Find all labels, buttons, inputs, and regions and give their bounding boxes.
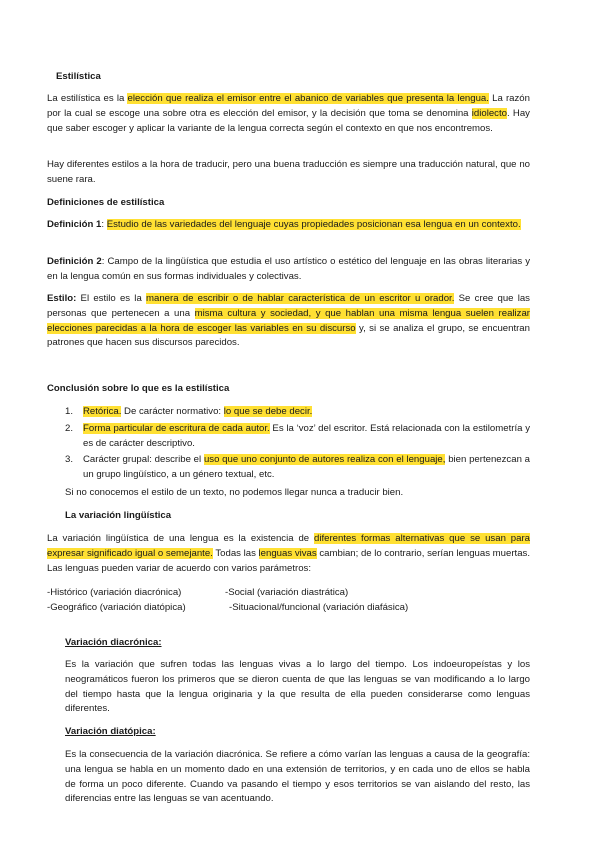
- parameter-social: -Social (variación diastrática): [225, 587, 349, 598]
- conclusion-item-highlight: Forma particular de escritura de cada autor.: [83, 422, 270, 434]
- diatopica-heading: Variación diatópica:: [65, 726, 156, 737]
- intro-highlight: elección que realiza el emisor entre el abanico de variables que presenta la lengua.: [127, 93, 489, 104]
- parameter-historico: -Histórico (variación diacrónica): [47, 587, 182, 598]
- diacronica-paragraph: Es la variación que sufren todas las lenguas vivas a lo largo del tiempo. Los indoeuropeístas y los neogramáticos fueron los primeros que se dieron cuenta de que las lenguas se van modificando a lo largo del tiempo hasta que la lengua originaria y la que resulta de ella pueden considerarse como lenguas diferentes.: [65, 659, 530, 715]
- diacronica-heading: Variación diacrónica:: [65, 637, 162, 648]
- conclusion-item-highlight-2: uso que uno conjunto de autores realiza con el lenguaje,: [203, 454, 446, 466]
- definition-1: [47, 218, 530, 233]
- conclusion-item-text: De carácter normativo:: [121, 406, 224, 417]
- idiolecto-highlight: idiolecto: [471, 107, 507, 119]
- conclusion-item-highlight: Retórica.: [83, 406, 122, 417]
- conclusion-item: [47, 453, 530, 483]
- conclusion-item-number: 2.: [65, 422, 74, 434]
- definitions-heading: Definiciones de estilística: [47, 197, 165, 208]
- conclusion-item: [47, 405, 530, 420]
- parameter-situacional: -Situacional/funcional (variación diafásica): [229, 602, 409, 613]
- parameter-row: [47, 601, 547, 616]
- parameter-geografico: -Geográfico (variación diatópica): [47, 602, 186, 613]
- intro-text-end: . Hay que saber escoger y aplicar la variante de la lengua correcta según el contexto en que nos encontremos.: [47, 107, 530, 134]
- parameters-list: [47, 586, 547, 616]
- conclusion-item-text: Carácter grupal: describe el: [83, 454, 204, 466]
- conclusion-item: [47, 422, 530, 452]
- estilo-text-2: Se cree que las personas que pertenecen a una: [47, 293, 530, 319]
- estilo-label: Estilo:: [47, 293, 77, 304]
- conclusion-item-text-2: bien pertenezcan a un grupo lingüístico, a un género textual, etc.: [83, 454, 531, 481]
- definition-1-colon: :: [101, 219, 107, 230]
- definition-1-label: Definición 1: [47, 219, 102, 230]
- conclusion-list-container: [47, 405, 530, 485]
- variation-text-1: La variación lingüística de una lengua es la existencia de: [47, 533, 315, 544]
- page-title: Estilística: [56, 71, 101, 82]
- conclusion-list: [47, 405, 530, 483]
- estilo-highlight-1: manera de escribir o de hablar característica de un escritor u orador.: [146, 293, 455, 304]
- intro-text: La estilística es la: [47, 93, 128, 104]
- no-style-note: Si no conocemos el estilo de un texto, no podemos llegar nunca a traducir bien.: [65, 487, 404, 498]
- estilo-highlight-2: misma cultura y sociedad, y que hablan una misma lengua suelen realizar elecciones parecidas a la hora de escoger las variables en su discurso: [47, 307, 530, 334]
- variation-text-3: cambian; de lo contrario, serían lenguas muertas. Las lenguas pueden variar de acuerdo con varios parámetros:: [47, 547, 530, 574]
- variation-highlight-1: diferentes formas alternativas que se usan para expresar significado igual o semejante.: [47, 533, 530, 559]
- lenguas-vivas-highlight: lenguas vivas: [258, 547, 317, 559]
- conclusion-item-number: 1.: [65, 406, 74, 417]
- intro-paragraph: [47, 92, 530, 136]
- styles-paragraph: Hay diferentes estilos a la hora de traducir, pero una buena traducción es siempre una traducción natural, que no suene rara.: [47, 159, 530, 185]
- definition-2-text: : Campo de la lingüística que estudia el uso artístico o estético del lenguaje en las obras literarias y en la lengua común en sus formas individuales y colectivas.: [47, 256, 531, 282]
- estilo-text-3: y, si se analiza el grupo, se encuentran patrones que hacen sus discursos parecidos.: [47, 322, 530, 349]
- conclusion-heading: Conclusión sobre lo que es la estilística: [47, 383, 230, 394]
- definition-1-highlight: Estudio de las variedades del lenguaje cuyas propiedades posicionan esa lengua en un contexto.: [106, 219, 521, 230]
- variation-paragraph: [47, 532, 530, 576]
- definition-2-label: Definición 2: [47, 256, 102, 267]
- estilo-text-1: El estilo es la: [76, 293, 147, 304]
- definition-2: [47, 255, 530, 285]
- conclusion-item-text: Es la ‘voz’ del escritor. Está relacionada con la estilometría y es de carácter descriptivo.: [83, 422, 530, 449]
- intro-text-mid: La razón por la cual se escoge una sobre otra es elección del emisor, y la decisión que toma se denomina: [47, 93, 530, 119]
- variation-text-2: Todas las: [212, 547, 259, 559]
- diatopica-paragraph: Es la consecuencia de la variación diacrónica. Se refiere a cómo varían las lenguas a causa de la geografía: una lengua se habla en un momento dado en una extensión de territorios, y en cada uno de ellos se habla de forma un poco diferente. Cuando va pasando el tiempo y esos territorios se van aislando del resto, las diferencias entre las lenguas se van acentuando.: [65, 749, 530, 805]
- conclusion-item-highlight-2: lo que se debe decir.: [223, 406, 313, 417]
- variation-heading: La variación lingüística: [65, 510, 172, 521]
- estilo-paragraph: [47, 292, 530, 351]
- conclusion-item-number: 3.: [65, 454, 74, 466]
- parameter-row: [47, 586, 547, 601]
